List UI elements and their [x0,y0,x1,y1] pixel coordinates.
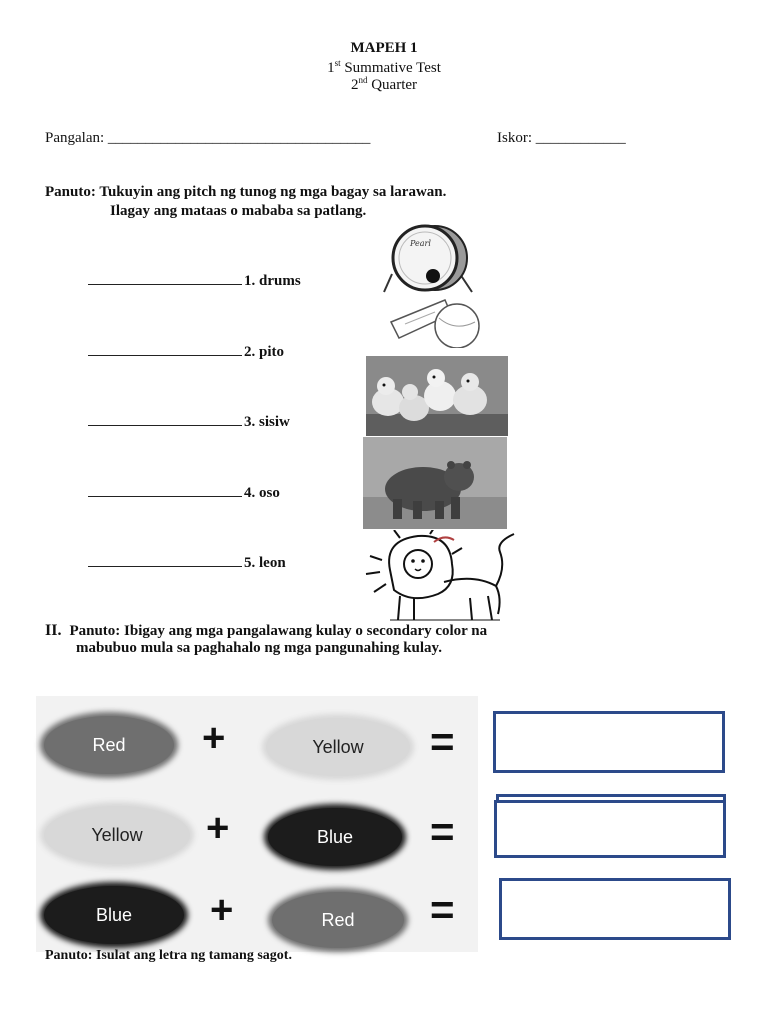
test-ordinal: st [334,58,341,68]
color-blob-yellow [44,806,190,864]
item-label: 2. pito [244,344,285,360]
plus-sign: + [206,806,230,850]
color-label: Yellow [312,736,364,757]
answer-blank[interactable] [88,552,242,567]
plus-sign: + [202,716,226,760]
color-label: Red [92,734,126,755]
color-blob-yellow [266,718,410,776]
plus-sign: + [210,888,234,932]
color-label: Blue [95,904,133,925]
answer-box-2[interactable] [494,800,726,858]
name-field[interactable]: Pangalan: ___________________________________ [45,130,371,146]
quarter-ordinal: nd [358,75,368,85]
svg-text:Pearl: Pearl [410,239,431,248]
lion-icon [360,530,520,625]
answer-blank[interactable] [88,341,242,356]
item-label: 3. sisiw [244,414,290,430]
color-label: Blue [316,826,354,847]
item-label: 1. drums [244,273,301,289]
item-2[interactable] [88,341,284,361]
item-label: 4. oso [244,485,280,501]
color-blob-blue [268,808,402,866]
item-3[interactable] [88,411,290,431]
item-4[interactable] [88,482,280,502]
part2-instruction-2: mabubuo mula sa paghahalo ng mga pangunahing kulay. [76,640,442,656]
answer-blank[interactable] [88,270,242,285]
color-blob-blue [44,886,184,944]
item-5[interactable] [88,552,286,572]
test-label: Summative Test [340,60,441,76]
answer-blank[interactable] [88,411,242,426]
page-title: MAPEH 1 [350,40,418,56]
part2-instruction-text: Panuto: Ibigay ang mga pangalawang kulay o secondary color na [69,623,488,639]
quarter-subtitle [0,75,768,94]
color-blob-red [272,892,404,948]
drum-icon [380,224,480,294]
part2-instruction-1 [45,622,487,640]
equals-sign: = [430,808,455,855]
color-label: Yellow [91,824,143,845]
bear-icon [363,437,507,529]
answer-blank[interactable] [88,482,242,497]
part1-instruction-2: Ilagay ang mataas o mababa sa patlang. [110,203,367,219]
part2-numeral: II. [45,622,62,639]
part3-instruction: Panuto: Isulat ang letra ng tamang sagot. [45,948,292,963]
quarter-number: 2 [350,77,359,93]
equals-sign: = [430,718,455,765]
color-blob-red [44,716,174,774]
color-label: Red [321,909,355,930]
score-field[interactable]: Iskor: ____________ [497,130,626,146]
answer-box-3[interactable] [499,878,731,940]
equals-sign: = [430,886,455,933]
part1-instruction-1: Panuto: Tukuyin ang pitch ng tunog ng mga bagay sa larawan. [45,184,447,200]
item-1[interactable] [88,270,301,290]
answer-box-1[interactable] [493,711,725,773]
item-label: 5. leon [244,555,286,571]
chicks-icon [366,356,508,436]
whistle-icon [385,292,485,348]
quarter-label: Quarter [367,77,418,93]
test-number: 1 [327,60,335,76]
